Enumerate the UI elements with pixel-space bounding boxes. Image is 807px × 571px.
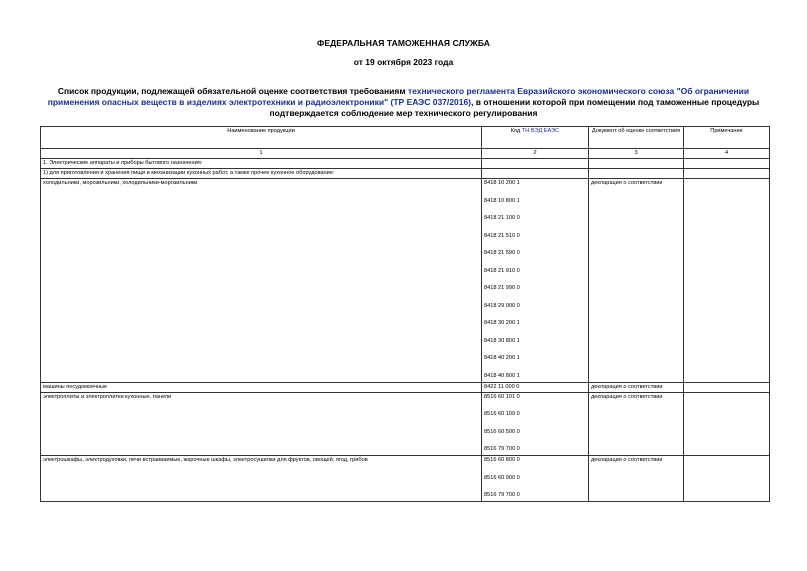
hs-code: 8418 30 800 1 <box>484 337 520 344</box>
conformity-document: декларация о соответствии <box>589 392 684 456</box>
product-name: электроплиты и электроплитки кухонные, панели <box>41 392 482 456</box>
hs-code: 8418 21 100 0 <box>484 215 520 221</box>
subcategory-row <box>41 169 770 179</box>
hs-code: 8516 79 700 0 <box>484 492 520 498</box>
hs-code: 8418 29 000 0 <box>484 302 520 309</box>
hs-code: 8418 40 200 1 <box>484 355 520 361</box>
note-cell <box>684 382 770 392</box>
column-number: 4 <box>684 149 770 159</box>
column-header-note: Примечание <box>684 127 770 149</box>
hs-code: 8418 30 200 1 <box>484 320 520 326</box>
category-row <box>41 159 770 169</box>
hs-code: 8418 40 800 1 <box>484 372 520 379</box>
product-name: машины посудомоечные <box>41 382 482 392</box>
table-row <box>41 392 770 456</box>
hs-code: 8516 60 101 0 <box>484 393 520 400</box>
tnved-link[interactable]: ТН ВЭД ЕАЭС <box>521 128 560 134</box>
column-header-document: Документ об оценке соответствия <box>589 127 684 149</box>
category-label: 1. Электрические аппараты и приборы бытового назначения: <box>41 159 482 169</box>
conformity-document: декларация о соответствии <box>589 382 684 392</box>
product-codes <box>482 179 589 383</box>
column-header-name: Наименование продукции <box>41 127 482 149</box>
note-cell <box>684 456 770 502</box>
hs-code: 8516 60 500 0 <box>484 428 520 435</box>
products-table <box>40 126 770 502</box>
hs-code: 8516 60 900 0 <box>484 474 520 481</box>
product-name: холодильники, морозильники, холодильники-морозильники <box>41 179 482 383</box>
hs-code: 8418 10 200 1 <box>484 180 520 186</box>
title-suffix: , в отношении которой при помещении под таможенные процедуры подтверждается соблюдение мер технического регулирования <box>269 97 760 118</box>
product-name: электрошкафы, электродуховки, печи встраиваемые, жарочные шкафы, электросушилки для фруктов, овощей, ягод, грибов <box>41 456 482 502</box>
regulation-link[interactable]: технического регламента Евразийского экономического союза "Об ограничении применения опасных веществ в изделиях электротехники и радиоэлектроники" (ТР ЕАЭС 037/2016) <box>47 86 750 107</box>
column-number: 1 <box>41 149 482 159</box>
hs-code: 8418 10 800 1 <box>484 197 520 204</box>
hs-code: 8418 21 590 0 <box>484 250 520 256</box>
title-prefix: Список продукции, подлежащей обязательной оценке соответствия требованиям <box>57 86 408 96</box>
table-row <box>41 456 770 502</box>
hs-code: 8422 11 000 0 <box>484 383 520 390</box>
table-row <box>41 382 770 392</box>
column-number: 2 <box>482 149 589 159</box>
conformity-document: декларация о соответствии <box>589 179 684 383</box>
document-title <box>40 86 767 119</box>
product-codes <box>482 382 589 392</box>
hs-code: 8418 21 510 0 <box>484 232 520 239</box>
hs-code: 8516 60 109 0 <box>484 411 520 417</box>
hs-code: 8516 79 700 0 <box>484 446 520 452</box>
hs-code: 8418 21 990 0 <box>484 285 520 291</box>
note-cell <box>684 179 770 383</box>
product-codes <box>482 392 589 456</box>
conformity-document: декларация о соответствии <box>589 456 684 502</box>
subcategory-label: 1) для приготовления и хранения пищи и механизации кухонных работ, а также прочее кухонное оборудование: <box>41 169 482 179</box>
hs-code: 8516 60 800 0 <box>484 457 520 463</box>
code-header-prefix: Код <box>510 128 522 134</box>
note-cell <box>684 392 770 456</box>
hs-code: 8418 21 910 0 <box>484 267 520 274</box>
document-date: от 19 октября 2023 года <box>353 57 454 67</box>
table-header-row <box>41 127 770 149</box>
table-row <box>41 179 770 383</box>
agency-name: ФЕДЕРАЛЬНАЯ ТАМОЖЕННАЯ СЛУЖБА <box>317 38 490 48</box>
column-header-code <box>482 127 589 149</box>
column-number: 3 <box>589 149 684 159</box>
product-codes <box>482 456 589 502</box>
column-number-row <box>41 149 770 159</box>
